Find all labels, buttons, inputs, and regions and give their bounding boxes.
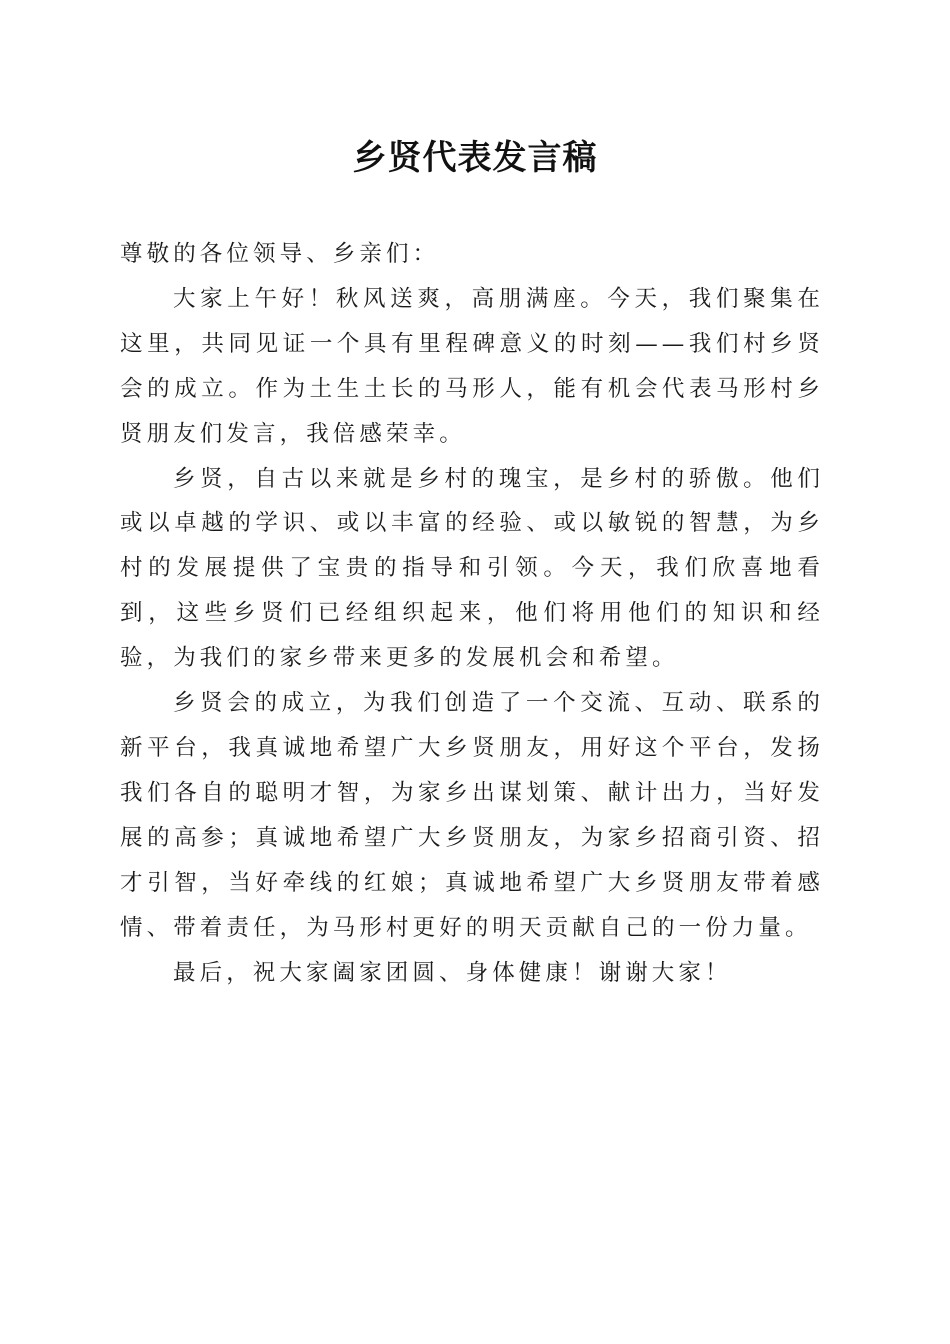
paragraph-opening: 大家上午好！秋风送爽，高朋满座。今天，我们聚集在这里，共同见证一个具有里程碑意义的时刻——我们村乡贤会的成立。作为土生土长的马形人，能有机会代表马形村乡贤朋友们发言，我倍感荣幸。 bbox=[120, 285, 824, 447]
salutation: 尊敬的各位领导、乡亲们： bbox=[120, 241, 440, 267]
document-title: 乡贤代表发言稿 bbox=[352, 138, 598, 178]
paragraph-sages: 乡贤，自古以来就是乡村的瑰宝，是乡村的骄傲。他们或以卓越的学识、或以丰富的经验、或以敏锐的智慧，为乡村的发展提供了宝贵的指导和引领。今天，我们欣喜地看到，这些乡贤们已经组织起来，他们将用他们的知识和经验，为我们的家乡带来更多的发展机会和希望。 bbox=[120, 465, 824, 672]
paragraph-closing: 最后，祝大家阖家团圆、身体健康！谢谢大家！ bbox=[173, 959, 732, 986]
document-body bbox=[120, 232, 824, 995]
paragraph-platform: 乡贤会的成立，为我们创造了一个交流、互动、联系的新平台，我真诚地希望广大乡贤朋友，用好这个平台，发扬我们各自的聪明才智，为家乡出谋划策、献计出力，当好发展的高参；真诚地希望广大乡贤朋友，为家乡招商引资、招才引智，当好牵线的红娘；真诚地希望广大乡贤朋友带着感情、带着责任，为马形村更好的明天贡献自己的一份力量。 bbox=[120, 690, 824, 941]
